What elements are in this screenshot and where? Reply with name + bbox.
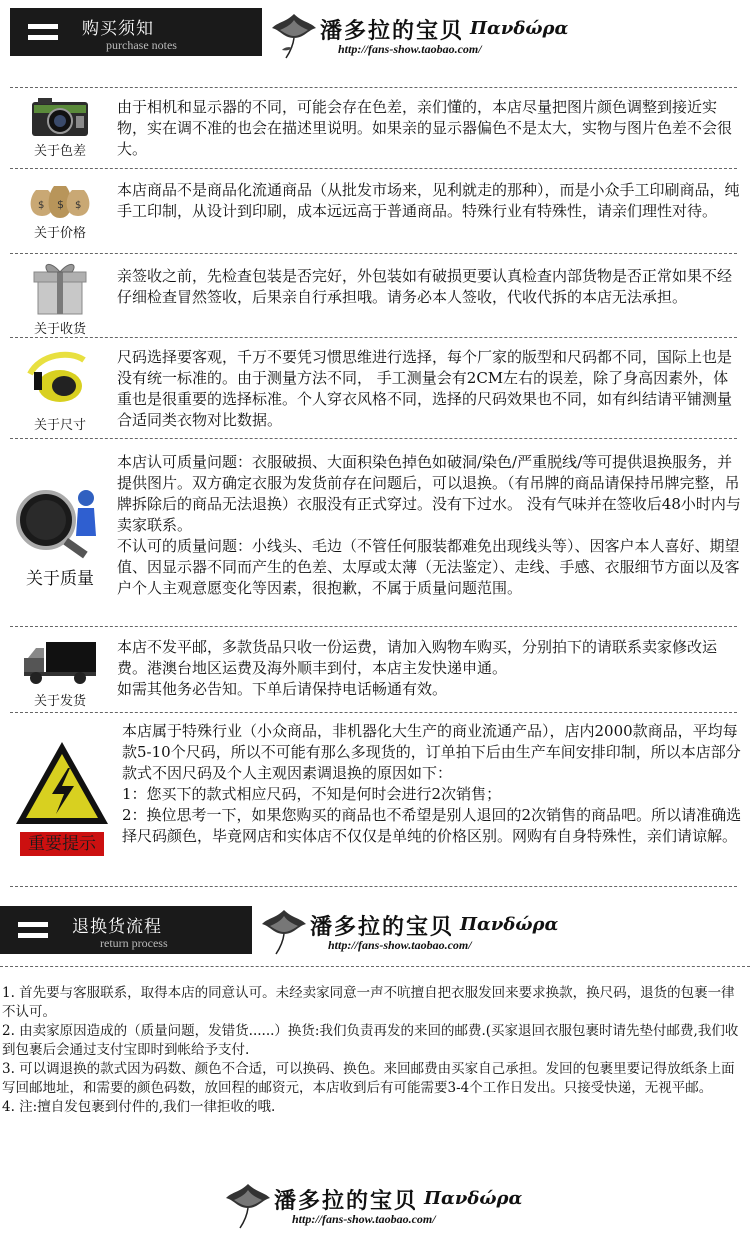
divider xyxy=(0,966,750,967)
row-color-text: 由于相机和显示器的不同，可能会存在色差，亲们懂的，本店尽量把图片颜色调整到接近实物，实在调不准的也会在描述里说明。如果亲的显示器偏色不是太大，实物与图片色差不会很大。 xyxy=(117,98,733,158)
list-item: 3. 可以调退换的款式因为码数、颜色不合适，可以换码、换色。来回邮费由买家自己承担。发回的包裹里要记得放纸条上面写回邮地址，和需要的颜色码数，放回程的邮资元，本店收到后有可能需要3-4个工作日发出。只接受快递，无视平邮。 xyxy=(2,1061,735,1096)
flower-logo-icon xyxy=(268,8,320,60)
flower-logo-icon xyxy=(222,1178,274,1230)
row-price-icon-group xyxy=(20,176,100,240)
row-label: 关于质量 xyxy=(26,569,94,589)
money-bags-icon xyxy=(20,176,100,220)
flower-logo-icon xyxy=(258,904,310,956)
divider xyxy=(10,337,737,338)
menu-bars-icon xyxy=(28,24,58,44)
menu-bars-icon xyxy=(18,922,48,942)
section-subtitle: return process xyxy=(100,936,168,950)
brand-logo xyxy=(268,8,598,64)
brand-url: http://fans-show.taobao.com/ xyxy=(328,938,472,952)
row-quality-text: 本店认可质量问题：衣服破损、大面积染色掉色如破洞/染色/严重脱线/等可提供退换服务，并提供图片。双方确定衣服为发货前存在问题后，可以退换。（有吊牌的商品请保持吊牌完整，吊牌拆除后的商品无法退换）衣服没有正式穿过。没有下过水。 没有气味并在签收后48小时内与卖家联系。 不认可的质量问题：小线头、毛边（不管任何服装都难免出现线头等）、因客户本人喜好、期望值、因显示器不同而产生的色差、太厚或太薄（无法鉴定）、走线、手感、衣服细节方面以及客户个人主观意愿变化等因素，很抱歉，不属于质量问题范围。 xyxy=(117,453,741,597)
row-receive-text: 亲签收之前，先检查包装是否完好，外包装如有破损更要认真检查内部货物是否正常如果不经仔细检查冒然签收，后果亲自行承担哦。请务必本人签收，代收代拆的本店无法承担。 xyxy=(117,267,733,306)
row-label: 关于收货 xyxy=(33,322,86,337)
svg-text:$: $ xyxy=(57,198,64,211)
svg-text:$: $ xyxy=(38,200,45,211)
warning-lightning-icon xyxy=(12,738,112,828)
row-label: 关于发货 xyxy=(33,694,86,709)
divider xyxy=(10,886,737,887)
brand-name-greek: Πανδώρα xyxy=(424,1188,523,1209)
brand-url: http://fans-show.taobao.com/ xyxy=(338,42,482,56)
row-label: 关于尺寸 xyxy=(33,418,86,433)
section-title-box xyxy=(10,8,262,56)
row-quality-icon-group xyxy=(12,480,108,590)
brand-name-greek: Πανδώρα xyxy=(460,914,559,935)
magnifier-figure-icon xyxy=(12,480,108,560)
row-size-icon-group xyxy=(20,344,100,432)
divider xyxy=(10,253,737,254)
camera-icon xyxy=(20,96,100,140)
row-color-icon-group xyxy=(20,96,100,158)
row-notice-text: 本店属于特殊行业（小众商品，非机器化大生产的商业流通产品），店内2000款商品，平均每款5-10个尺码，所以不可能有那么多现货的，订单拍下后由生产车间安排印制，所以本店部分款式不因尺码及个人主观因素调退换的原因如下： 1：您买下的款式相应尺码，不知是何时会进行2次销售； 2：换位思考一下，如果您购买的商品也不希望是别人退回的2次销售的商品吧。所以请准确选择尺码颜色，毕竟网店和实体店不仅仅是单纯的价格区别。网购有自身特殊性，亲们请谅解。 xyxy=(122,722,742,845)
divider xyxy=(10,87,737,88)
brand-name-cn: 潘多拉的宝贝 xyxy=(320,18,465,44)
section-subtitle: purchase notes xyxy=(106,38,177,52)
return-steps-list xyxy=(2,984,747,1117)
section-title: 购买须知 xyxy=(82,19,154,39)
row-notice-icon-group xyxy=(12,738,112,858)
section-title: 退换货流程 xyxy=(72,917,162,937)
gift-box-icon xyxy=(20,258,100,316)
divider xyxy=(10,626,737,627)
important-notice-label: 重要提示 xyxy=(20,832,104,856)
svg-text:$: $ xyxy=(75,200,82,211)
row-label: 关于价格 xyxy=(33,226,86,241)
list-item: 1. 首先要与客服联系，取得本店的同意认可。未经卖家同意一声不吭擅自把衣服发回来要求换款，换尺码，退货的包裹一律不认可。 xyxy=(2,985,735,1020)
brand-logo xyxy=(258,904,588,960)
section-title-box xyxy=(0,906,252,954)
brand-name-greek: Πανδώρα xyxy=(470,18,569,39)
row-shipping-icon-group xyxy=(20,636,100,708)
row-receive-icon-group xyxy=(20,258,100,337)
list-item: 2. 由卖家原因造成的（质量问题，发错货......）换货:我们负责再发的来回的邮费.(买家退回衣服包裹时请先垫付邮费,我们收到包裹后会通过支付宝即时到帐给予支付. xyxy=(2,1023,739,1058)
row-label: 关于色差 xyxy=(33,144,86,159)
row-shipping-text: 本店不发平邮，多款货品只收一份运费，请加入购物车购买，分别拍下的请联系卖家修改运费。港澳台地区运费及海外顺丰到付，本店主发快递申通。 如需其他务必告知。下单后请保持电话畅通有效。 xyxy=(117,638,718,698)
brand-url: http://fans-show.taobao.com/ xyxy=(292,1212,436,1226)
row-size-text: 尺码选择要客观，千万不要凭习惯思维进行选择，每个厂家的版型和尺码都不同，国际上也是没有统一标准的。由于测量方法不同， 手工测量会有2CM左右的误差，除了身高因素外，体重也是很重要的选择标准。个人穿衣风格不同，选择的尺码效果也不同，如有纠结请平铺测量合适同类衣物对比数据。 xyxy=(117,348,733,429)
divider xyxy=(10,438,737,439)
row-price-text: 本店商品不是商品化流通商品（从批发市场来，见利就走的那种），而是小众手工印刷商品，纯手工印制，从设计到印刷，成本远远高于普通商品。特殊行业有特殊性，请亲们理性对待。 xyxy=(117,181,740,220)
brand-name-cn: 潘多拉的宝贝 xyxy=(274,1188,419,1214)
footer-brand-logo xyxy=(222,1178,552,1234)
divider xyxy=(10,168,737,169)
divider xyxy=(10,712,737,713)
list-item: 4. 注:擅自发包裹到付件的,我们一律拒收的哦. xyxy=(2,1099,276,1115)
delivery-truck-icon xyxy=(20,636,100,686)
tape-measure-icon xyxy=(20,344,100,410)
brand-name-cn: 潘多拉的宝贝 xyxy=(310,914,455,940)
